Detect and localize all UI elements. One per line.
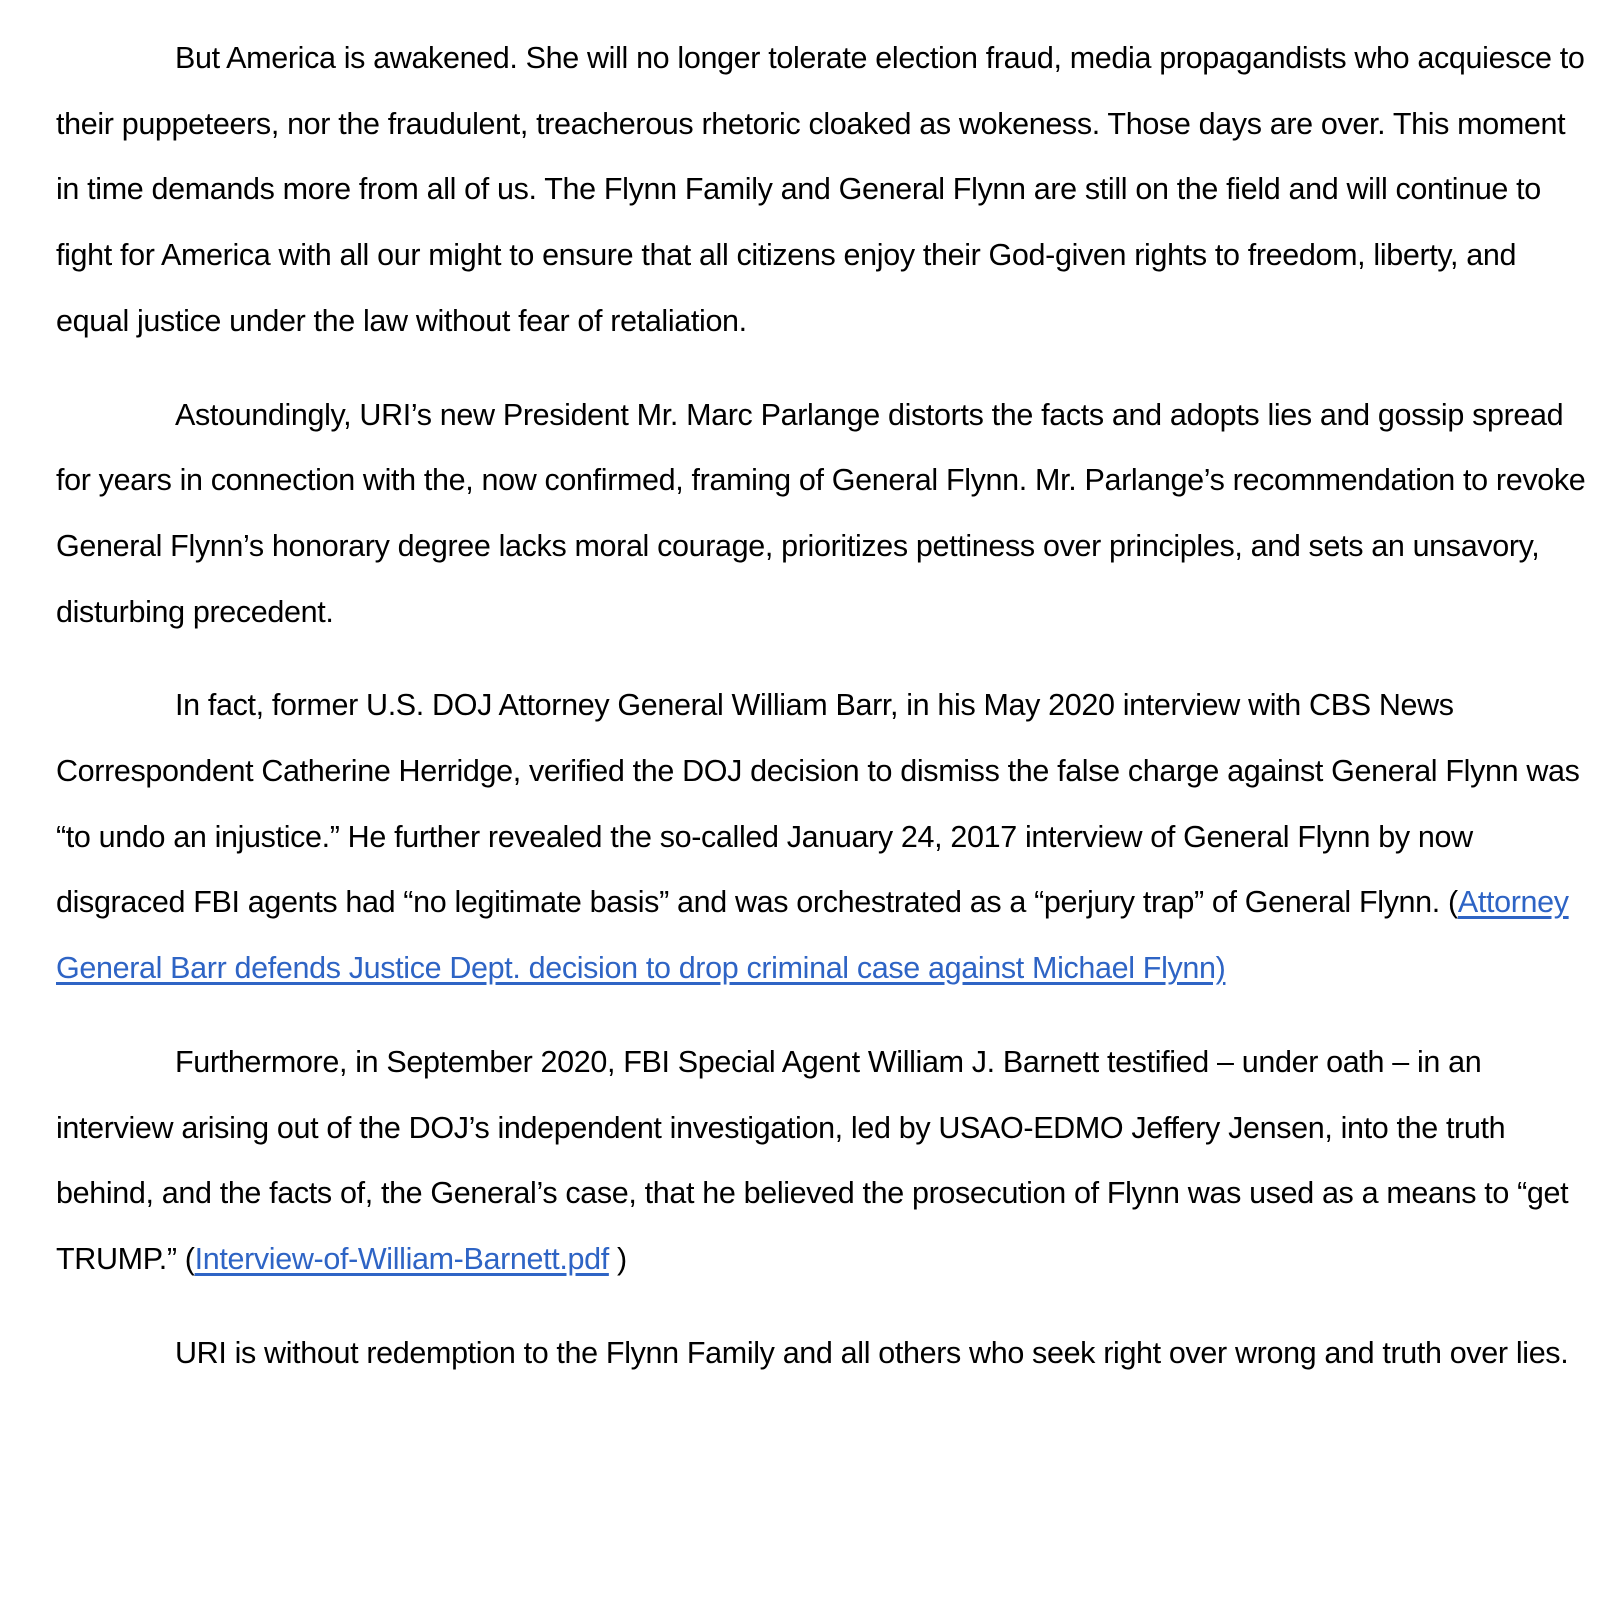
document-page xyxy=(56,26,1596,1386)
paragraph-text-closing: ) xyxy=(608,1241,627,1276)
paragraph-text: But America is awakened. She will no longer tolerate election fraud, media propagandists who acquiesce to their puppeteers, nor the fraudulent, treacherous rhetoric cloaked as wokeness. Those days are over. This moment in time demands more from all of us. The Flynn Family and General Flynn are still on the field and will continue to fight for America with all our might to ensure that all citizens enjoy their God-given rights to freedom, liberty, and equal justice under the law without fear of retaliation. xyxy=(56,41,1585,338)
barnett-pdf-link[interactable]: Interview-of-William-Barnett.pdf xyxy=(194,1241,609,1276)
paragraph-uri-president xyxy=(56,383,1596,646)
barr-article-link[interactable]: Attorney General Barr defends Justice Dept. decision to drop criminal case against Michael Flynn) xyxy=(56,885,1569,986)
paragraph-text: URI is without redemption to the Flynn Family and all others who seek right over wrong and truth over lies. xyxy=(175,1335,1569,1370)
paragraph-america-awakened xyxy=(56,26,1596,355)
paragraph-text: Astoundingly, URI’s new President Mr. Marc Parlange distorts the facts and adopts lies and gossip spread for years in connection with the, now confirmed, framing of General Flynn. Mr. Parlange’s recommendation to revoke General Flynn’s honorary degree lacks moral courage, prioritizes pettiness over principles, and sets an unsavory, disturbing precedent. xyxy=(56,397,1586,629)
paragraph-text: In fact, former U.S. DOJ Attorney General William Barr, in his May 2020 interview with CBS News Correspondent Catherine Herridge, verified the DOJ decision to dismiss the false charge against General Flynn was “to undo an injustice.” He further revealed the so-called January 24, 2017 interview of General Flynn by now disgraced FBI agents had “no legitimate basis” and was orchestrated as a “perjury trap” of General Flynn. ( xyxy=(56,688,1580,920)
paragraph-barnett-testimony xyxy=(56,1030,1596,1293)
paragraph-text: Furthermore, in September 2020, FBI Special Agent William J. Barnett testified – under oath – in an interview arising out of the DOJ’s independent investigation, led by USAO-EDMO Jeffery Jensen, into the truth behind, and the facts of, the General’s case, that he believed the prosecution of Flynn was used as a means to “get TRUMP.” ( xyxy=(56,1044,1569,1276)
paragraph-uri-redemption xyxy=(56,1321,1596,1387)
paragraph-barr-interview xyxy=(56,673,1596,1002)
